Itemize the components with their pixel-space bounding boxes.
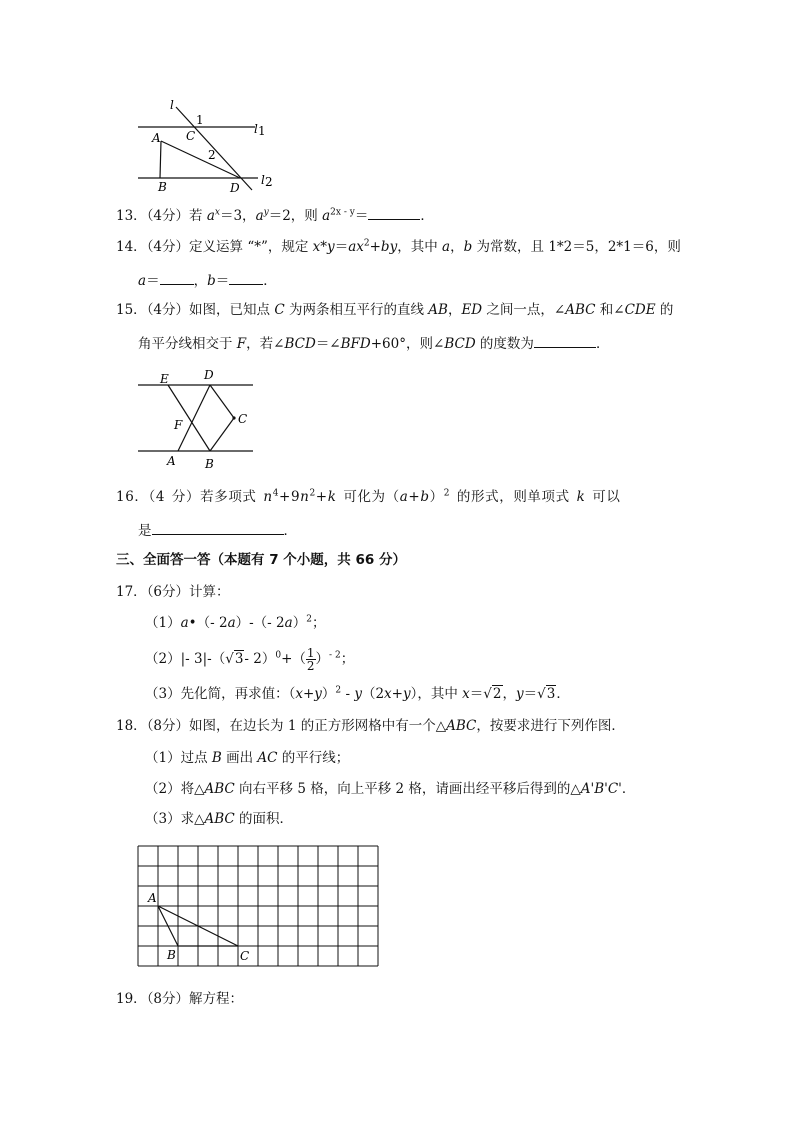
q14-var: b: [380, 239, 390, 255]
q18-text: （3）求△: [145, 811, 205, 827]
q16-text: 是: [138, 523, 152, 539]
answer-blank-b[interactable]: [229, 270, 263, 285]
label-A: A: [167, 454, 176, 468]
q16-text: （4 分）若多项式: [148, 489, 264, 505]
q16-text: ．: [283, 523, 297, 539]
q17-text: ）: [292, 615, 307, 631]
q14-text: ，其中: [397, 239, 443, 255]
q13-text: ＝3，: [219, 208, 256, 224]
q15-var: AB: [428, 302, 448, 318]
q15-text: ，若∠: [246, 336, 285, 352]
q13-exp: x: [214, 207, 220, 218]
segment-DC: [210, 385, 234, 418]
q17-exp: - 2: [329, 650, 341, 661]
q13-exp: 2x - y: [330, 207, 355, 218]
label-C: C: [186, 129, 196, 143]
q13-number: 13．: [116, 208, 147, 224]
q16-text: 的形式，则单项式: [450, 489, 577, 505]
q14-var: y: [327, 239, 335, 255]
q15-var: BCD: [444, 336, 476, 352]
q17-var: a: [227, 615, 236, 631]
radicand: 3: [546, 686, 556, 702]
question-16-line1: [116, 488, 621, 506]
q17-text: ）: [321, 686, 336, 702]
question-15-line2: [138, 333, 609, 353]
q17-text: ．: [556, 686, 570, 702]
question-18-part3: [145, 810, 293, 828]
answer-blank[interactable]: [534, 333, 596, 348]
q17-text: +: [302, 686, 315, 702]
label-angle-2: 2: [208, 148, 216, 162]
q17-var: x: [295, 686, 303, 702]
q17-var: y: [354, 686, 362, 702]
q17-text: ；: [311, 615, 326, 631]
fraction-half: [306, 647, 316, 672]
q16-var: a: [399, 489, 409, 505]
q15-text: 的度数为: [475, 336, 534, 352]
q15-var: CDE: [624, 302, 656, 318]
sqrt-2: √2: [483, 686, 502, 702]
q19-text: （8分）解方程：: [146, 991, 244, 1007]
sqrt-3: √3: [225, 651, 244, 667]
q18-var: A'B'C': [580, 781, 622, 797]
point-C: [232, 416, 235, 419]
question-19: [116, 990, 243, 1008]
question-18: [116, 717, 625, 735]
q18-var: ABC: [204, 811, 235, 827]
q18-text: （2）将△: [145, 781, 205, 797]
section-3-heading: 三、全面答一答（本题有 7 个小题，共 66 分）: [116, 552, 406, 568]
part-label: （2）: [145, 651, 181, 667]
q16-text: 可以: [585, 489, 621, 505]
label-B: B: [158, 180, 167, 194]
q14-number: 14．: [116, 239, 147, 255]
question-17-part2: [145, 644, 354, 674]
q13-var: a: [206, 208, 215, 224]
label-D: D: [230, 181, 240, 195]
label-A: A: [148, 891, 157, 905]
answer-blank[interactable]: [368, 205, 420, 220]
question-15-line1: [116, 301, 673, 319]
q15-text: 之间一点，∠: [482, 302, 566, 318]
question-16-line2: [138, 520, 297, 540]
label-E: E: [160, 372, 169, 386]
question-14-line2: [138, 270, 277, 290]
q17-text: ＝: [469, 686, 484, 702]
segment-AB: [160, 141, 161, 178]
q17-text: +（: [281, 651, 306, 667]
q18-number: 18．: [116, 718, 147, 734]
q14-var: a: [348, 239, 357, 255]
q15-text: +60°，则∠: [370, 336, 445, 352]
question-17-part1: [145, 614, 325, 632]
q17-exp: 0: [275, 650, 282, 661]
q16-var: b: [420, 489, 430, 505]
q14-text: ，: [193, 273, 208, 289]
label-C: C: [240, 949, 250, 963]
answer-blank-a[interactable]: [160, 270, 194, 285]
segment-CB: [210, 418, 234, 451]
denominator: 2: [306, 659, 315, 673]
q14-var: x: [356, 239, 364, 255]
label-C: C: [238, 412, 248, 426]
q17-text: ）: [315, 651, 330, 667]
q17-number: 17．: [116, 584, 147, 600]
q15-var: F: [236, 336, 247, 352]
q15-var: BFD: [340, 336, 371, 352]
question-17-part3: [145, 685, 570, 703]
q16-text: +9: [279, 489, 301, 505]
q16-text: ）: [429, 489, 444, 505]
question-18-part2: [145, 780, 635, 798]
q16-var: n: [300, 489, 310, 505]
q17-var: y: [516, 686, 524, 702]
label-l: l: [170, 98, 174, 112]
q14-var: b: [463, 239, 473, 255]
q16-exp: 2: [309, 488, 316, 499]
q18-text: （8分）如图，在边长为 1 的正方形网格中有一个△: [146, 718, 447, 734]
q17-var: y: [314, 686, 322, 702]
label-A: A: [152, 131, 161, 145]
q14-text: ，: [450, 239, 464, 255]
q14-text: ＝: [215, 273, 230, 289]
q17-var: x: [384, 686, 392, 702]
label-F: F: [174, 418, 183, 432]
q18-var: B: [211, 750, 222, 766]
question-13: [116, 205, 434, 225]
q17-exp: 2: [306, 614, 312, 625]
q19-number: 19．: [116, 991, 147, 1007]
q18-var: ABC: [204, 781, 235, 797]
label-l1-sub: 1: [258, 124, 266, 138]
radicand: 3: [234, 651, 244, 667]
q18-text: 的平行线；: [277, 750, 350, 766]
question-14-line1: [116, 238, 681, 256]
q17-text: +: [391, 686, 403, 702]
q14-text: ．: [263, 273, 277, 289]
q18-var: AC: [257, 750, 278, 766]
label-angle-1: 1: [196, 113, 204, 127]
q18-text: 向右平移 5 格，向上平移 2 格，请画出经平移后得到的△: [234, 781, 581, 797]
label-l2: l: [261, 173, 265, 187]
q13-text: ．: [420, 208, 434, 224]
q17-var: a: [180, 615, 189, 631]
q17-var: x: [462, 686, 470, 702]
q17-text: （6分）计算：: [146, 584, 230, 600]
q14-text: ＝: [334, 239, 349, 255]
q17-text: •（- 2: [188, 615, 228, 631]
q17-text: - 2）: [244, 651, 276, 667]
q13-text: ＝: [354, 208, 369, 224]
q14-text: *: [320, 239, 328, 255]
figure-grid-triangle: [130, 838, 390, 973]
q17-exp: 2: [335, 685, 342, 696]
q14-var: b: [207, 273, 216, 289]
q13-var: a: [255, 208, 264, 224]
sqrt-3: √3: [537, 686, 556, 702]
q13-text: ＝2，则: [268, 208, 323, 224]
q17-text: ，: [502, 686, 516, 702]
q15-number: 15．: [116, 302, 147, 318]
q17-text: ）-（- 2: [235, 615, 285, 631]
q17-var: y: [402, 686, 411, 702]
radicand: 2: [492, 686, 502, 702]
q18-text: （1）过点: [145, 750, 212, 766]
label-B: B: [205, 457, 214, 471]
q15-var: C: [274, 302, 285, 318]
q18-text: 的面积．: [234, 811, 294, 827]
q14-var: a: [442, 239, 451, 255]
q13-exp: y: [263, 207, 269, 218]
q18-var: ABC: [446, 718, 477, 734]
figure-parallel-lines-2: [130, 365, 265, 475]
q14-exp: 2: [363, 238, 370, 249]
q16-var: n: [263, 489, 273, 505]
q15-text: 的: [655, 302, 674, 318]
q13-text: （4分）若: [146, 208, 207, 224]
q18-text: ．: [621, 781, 636, 797]
q15-text: 和∠: [595, 302, 625, 318]
numerator: 1: [306, 646, 315, 660]
q16-text: +: [315, 489, 328, 505]
q15-text: 为两条相互平行的直线: [284, 302, 429, 318]
question-17: [116, 583, 230, 601]
q14-var: x: [312, 239, 321, 255]
q15-text: 角平分线相交于: [138, 336, 237, 352]
q17-text: -: [341, 686, 355, 702]
q15-text: ＝∠: [315, 336, 341, 352]
q15-var: BCD: [284, 336, 316, 352]
q15-text: ，: [447, 302, 462, 318]
q16-text: +: [408, 489, 421, 505]
q18-text: ，按要求进行下列作图．: [476, 718, 625, 734]
segment-DA: [178, 385, 210, 451]
q16-var: k: [576, 489, 586, 505]
segment-AD: [161, 141, 240, 178]
part-label: （1）: [145, 615, 181, 631]
q14-text: （4分）定义运算 “*”，规定: [146, 239, 313, 255]
q13-var: a: [322, 208, 331, 224]
label-B: B: [167, 948, 176, 962]
q14-text: +: [369, 239, 381, 255]
q15-text: （4分）如图，已知点: [146, 302, 275, 318]
q14-var: a: [138, 273, 147, 289]
label-D: D: [204, 368, 214, 382]
q15-text: ．: [595, 336, 610, 352]
q14-var: y: [389, 239, 398, 255]
q14-text: 为常数，且 1*2＝5，2*1＝6，则: [472, 239, 681, 255]
q17-text: ），其中: [410, 686, 463, 702]
q17-text: ＝: [523, 686, 538, 702]
question-18-part1: [145, 749, 349, 767]
q16-exp: 4: [272, 488, 280, 499]
q16-exp: 2: [443, 488, 451, 499]
q17-text: 先化简，再求值：（: [180, 686, 296, 702]
q15-var: ED: [461, 302, 483, 318]
q15-var: ABC: [565, 302, 596, 318]
label-l2-sub: 2: [265, 175, 273, 189]
answer-blank[interactable]: [152, 520, 284, 535]
q16-number: 16．: [116, 489, 149, 505]
q17-text: ；: [340, 651, 355, 667]
part-label: （3）: [145, 686, 181, 702]
q17-var: a: [284, 615, 293, 631]
q17-text: （2: [361, 686, 385, 702]
label-l1: l: [254, 122, 258, 136]
q17-text: |- 3|-（: [180, 651, 226, 667]
q16-var: k: [327, 489, 337, 505]
q14-text: ＝: [146, 273, 160, 289]
q18-text: 画出: [221, 750, 258, 766]
figure-parallel-lines-1: [130, 95, 290, 195]
q16-text: 可化为（: [336, 489, 400, 505]
